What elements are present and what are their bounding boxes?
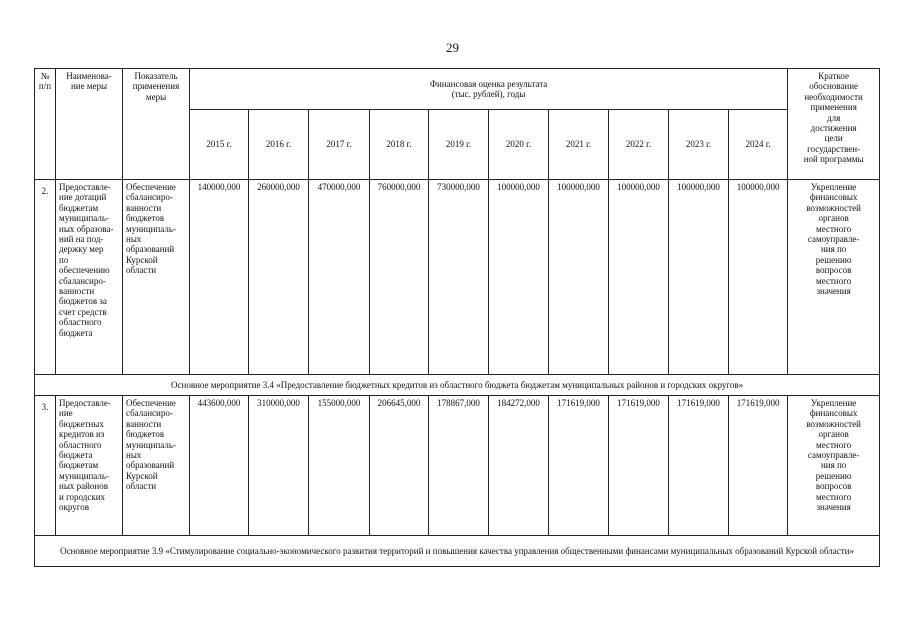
row-no: 2. [35, 180, 56, 375]
row-name: Предоставле- ние бюджетных кредитов из областного бюджета бюджетам муниципаль- ных районов и городских округов [56, 396, 123, 536]
row-no: 3. [35, 396, 56, 536]
value-cell: 100000,000 [729, 180, 788, 375]
value-cell: 470000,000 [309, 180, 370, 375]
section-heading-3-4: Основное мероприятие 3.4 «Предоставление бюджетных кредитов из областного бюджета бюджетам муниципальных районов и городских округов» [35, 375, 880, 396]
row-name: Предоставле- ние дотаций бюджетам муниципаль- ных образова- ний на под- держку мер по обеспечению сбалансиро- ванности бюджетов за счет средств областного бюджета [56, 180, 123, 375]
value-cell: 140000,000 [190, 180, 249, 375]
value-cell: 171619,000 [549, 396, 609, 536]
table-row [35, 180, 880, 375]
measures-table [34, 68, 880, 567]
value-cell: 184272,000 [489, 396, 549, 536]
value-cell: 100000,000 [489, 180, 549, 375]
value-cell: 171619,000 [609, 396, 669, 536]
table-row [35, 396, 880, 536]
row-reason: Укрепление финансовых возможностей органов местного самоуправле- ния по решению вопросов местного значения [788, 396, 880, 536]
value-cell: 443600,000 [190, 396, 249, 536]
year-2017: 2017 г. [309, 110, 370, 180]
value-cell: 100000,000 [609, 180, 669, 375]
value-cell: 100000,000 [549, 180, 609, 375]
row-indicator: Обеспечение сбалансиро- ванности бюджетов муниципаль- ных образований Курской области [123, 396, 190, 536]
value-cell: 155000,000 [309, 396, 370, 536]
value-cell: 178867,000 [429, 396, 489, 536]
year-2019: 2019 г. [429, 110, 489, 180]
header-indicator: Показатель применения меры [123, 69, 190, 180]
page-number: 29 [446, 40, 459, 55]
row-reason: Укрепление финансовых возможностей органов местного самоуправле- ния по решению вопросов местного значения [788, 180, 880, 375]
section-heading-3-9: Основное мероприятие 3.9 «Стимулирование социально-экономического развития территорий и повышения качества управления общественными финансами муниципальных образований Курской области» [35, 536, 880, 567]
year-2024: 2024 г. [729, 110, 788, 180]
year-2016: 2016 г. [249, 110, 309, 180]
year-2015: 2015 г. [190, 110, 249, 180]
row-indicator: Обеспечение сбалансиро- ванности бюджетов муниципаль- ных образований Курской области [123, 180, 190, 375]
value-cell: 171619,000 [669, 396, 729, 536]
value-cell: 260000,000 [249, 180, 309, 375]
header-reason: Краткое обоснование необходимости применения для достижения цели государствен- ной программы [788, 69, 880, 180]
year-2021: 2021 г. [549, 110, 609, 180]
value-cell: 760000,000 [370, 180, 429, 375]
value-cell: 100000,000 [669, 180, 729, 375]
value-cell: 206645,000 [370, 396, 429, 536]
year-2022: 2022 г. [609, 110, 669, 180]
value-cell: 171619,000 [729, 396, 788, 536]
year-2018: 2018 г. [370, 110, 429, 180]
year-2023: 2023 г. [669, 110, 729, 180]
year-2020: 2020 г. [489, 110, 549, 180]
value-cell: 310000,000 [249, 396, 309, 536]
value-cell: 730000,000 [429, 180, 489, 375]
header-finance: Финансовая оценка результата (тыс. рублей), годы [190, 69, 788, 110]
header-no: № п/п [35, 69, 56, 180]
header-name: Наименова- ние меры [56, 69, 123, 180]
